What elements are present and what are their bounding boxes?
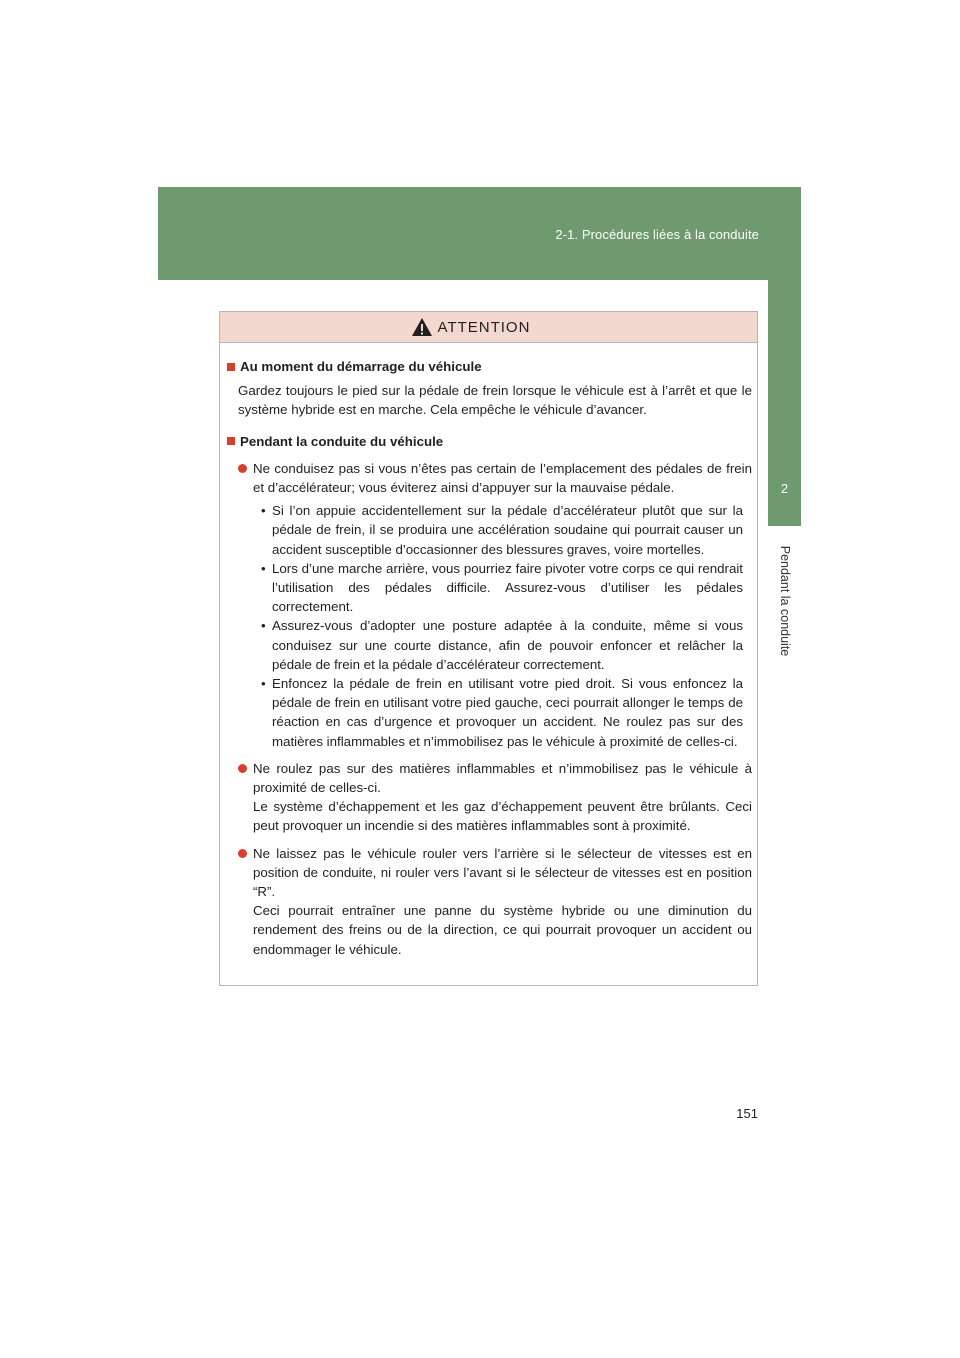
sub-item: [227, 559, 752, 617]
bullet-text: Ne laissez pas le véhicule rouler vers l’arrière si le sélecteur de vitesses est en position de conduite, ni rouler vers l’avant si le sélecteur de vitesses est en position “R”.: [253, 845, 752, 900]
sub-list: [227, 501, 752, 751]
section-heading: [227, 432, 752, 451]
warning-box: [219, 311, 758, 986]
chapter-label: Pendant la conduite: [777, 545, 792, 657]
sub-item-text: Enfoncez la pédale de frein en utilisant votre pied droit. Si vous enfoncez la pédale de frein en utilisant votre pied gauche, ceci pourrait allonger le temps de réaction en cas d’urgence et provoquer un accident. Ne roulez pas sur des matières inflammables et n’immobilisez pas le véhicule à proximité de celles-ci.: [272, 676, 743, 749]
bullet-item: [227, 844, 752, 959]
dot-marker-icon: •: [261, 676, 266, 692]
round-bullet-icon: [238, 464, 247, 473]
chapter-label-container: [768, 536, 801, 676]
warning-header: [220, 312, 757, 343]
bullet-text: Ne conduisez pas si vous n’êtes pas certain de l’emplacement des pédales de frein et d’accélérateur; vous éviterez ainsi d’appuyer sur la mauvaise pédale.: [253, 460, 752, 496]
section-heading: [227, 357, 752, 376]
sub-item-text: Lors d’une marche arrière, vous pourriez faire pivoter votre corps ce qui rendrait l’utilisation des pédales difficile. Assurez-vous d’utiliser les pédales correctement.: [272, 560, 743, 615]
sub-item: [227, 616, 752, 674]
bullet-item: [227, 759, 752, 836]
sub-item: [227, 501, 752, 559]
sub-item-text: Assurez-vous d’adopter une posture adaptée à la conduite, même si vous conduisez sur une courte distance, afin de pouvoir enfoncer et relâcher la pédale de frein et la pédale d’accélérateur correctement.: [272, 618, 743, 672]
square-bullet-icon: [227, 437, 235, 445]
section-paragraph: Gardez toujours le pied sur la pédale de frein lorsque le véhicule est à l’arrêt et que le système hybride est en marche. Cela empêche le véhicule d’avancer.: [238, 383, 752, 418]
dot-marker-icon: •: [261, 560, 266, 576]
warning-title: ATTENTION: [437, 318, 531, 336]
square-bullet-icon: [227, 363, 235, 371]
warning-content: [220, 343, 757, 959]
section-title: 2-1. Procédures liées à la conduite: [555, 227, 759, 242]
dot-marker-icon: •: [261, 618, 266, 634]
section-heading-text: Au moment du démarrage du véhicule: [240, 359, 482, 374]
round-bullet-icon: [238, 849, 247, 858]
bullet-continuation: Le système d’échappement et les gaz d’échappement peuvent être brûlants. Ceci peut provoquer un incendie si des matières inflammables sont à proximité.: [253, 799, 752, 834]
section-heading-text: Pendant la conduite du véhicule: [240, 433, 444, 449]
round-bullet-icon: [238, 764, 247, 773]
chapter-number: 2: [780, 481, 789, 496]
dot-marker-icon: •: [261, 503, 266, 519]
bullet-continuation: Ceci pourrait entraîner une panne du système hybride ou une diminution du rendement des freins ou de la direction, ce qui pourrait provoquer un accident ou endommager le véhicule.: [253, 903, 752, 957]
section-header-band: [158, 187, 801, 280]
chapter-tab: [768, 280, 801, 526]
warning-triangle-icon: [411, 317, 433, 337]
bullet-text: Ne roulez pas sur des matières inflammables et n’immobilisez pas le véhicule à proximité de celles-ci.: [253, 760, 752, 796]
bullet-item: [227, 459, 752, 497]
sub-item: [227, 674, 752, 751]
page-number: 151: [736, 1106, 758, 1121]
sub-item-text: Si l’on appuie accidentellement sur la pédale d’accélérateur plutôt que sur la pédale de frein, il se produira une accélération soudaine qui pourrait causer un accident susceptible d’occasionner des blessures graves, voire mortelles.: [272, 503, 743, 557]
